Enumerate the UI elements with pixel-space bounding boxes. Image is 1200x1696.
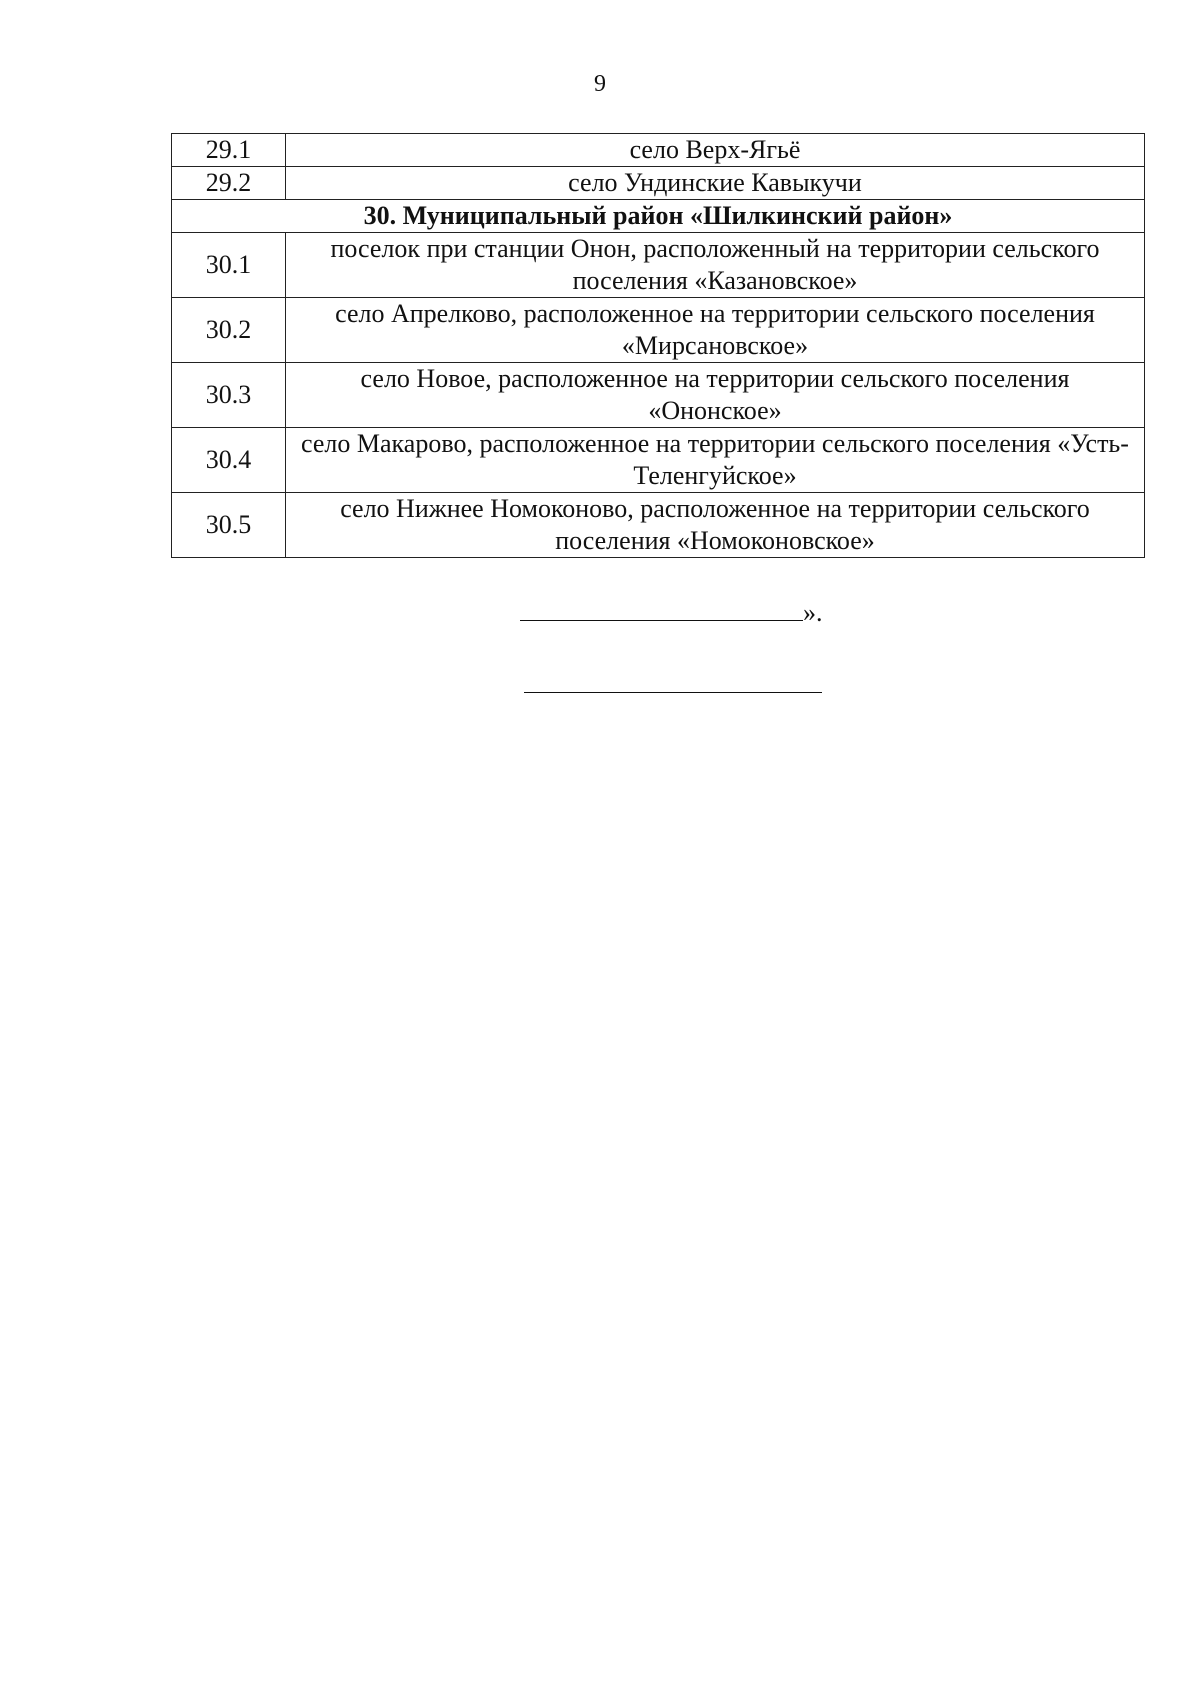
section-heading-row xyxy=(172,200,1145,233)
settlement-name: село Апрелково, расположенное на территории сельского поселения «Мирсановское» xyxy=(286,298,1145,363)
row-number: 30.2 xyxy=(172,298,286,363)
table-row xyxy=(172,428,1145,493)
closing-line xyxy=(520,598,823,628)
settlements-table xyxy=(171,133,1145,558)
row-number: 29.2 xyxy=(172,167,286,200)
row-number: 30.1 xyxy=(172,233,286,298)
table-row xyxy=(172,134,1145,167)
settlement-name: село Верх-Ягьё xyxy=(286,134,1145,167)
settlement-name: село Макарово, расположенное на территории сельского поселения «Усть-Теленгуйское» xyxy=(286,428,1145,493)
settlement-name: село Новое, расположенное на территории сельского поселения «Ононское» xyxy=(286,363,1145,428)
table-row xyxy=(172,233,1145,298)
closing-quote-mark: ». xyxy=(803,598,823,627)
table-row xyxy=(172,493,1145,558)
row-number: 29.1 xyxy=(172,134,286,167)
end-of-document-rule xyxy=(524,692,822,693)
settlement-name: село Нижнее Номоконово, расположенное на территории сельского поселения «Номоконовское» xyxy=(286,493,1145,558)
table-row xyxy=(172,298,1145,363)
row-number: 30.5 xyxy=(172,493,286,558)
row-number: 30.4 xyxy=(172,428,286,493)
settlement-name: поселок при станции Онон, расположенный на территории сельского поселения «Казановское» xyxy=(286,233,1145,298)
closing-underline xyxy=(520,598,803,621)
settlement-name: село Ундинские Кавыкучи xyxy=(286,167,1145,200)
table-row xyxy=(172,363,1145,428)
row-number: 30.3 xyxy=(172,363,286,428)
table-row xyxy=(172,167,1145,200)
page-number: 9 xyxy=(594,71,606,97)
section-heading: 30. Муниципальный район «Шилкинский район» xyxy=(172,200,1145,233)
